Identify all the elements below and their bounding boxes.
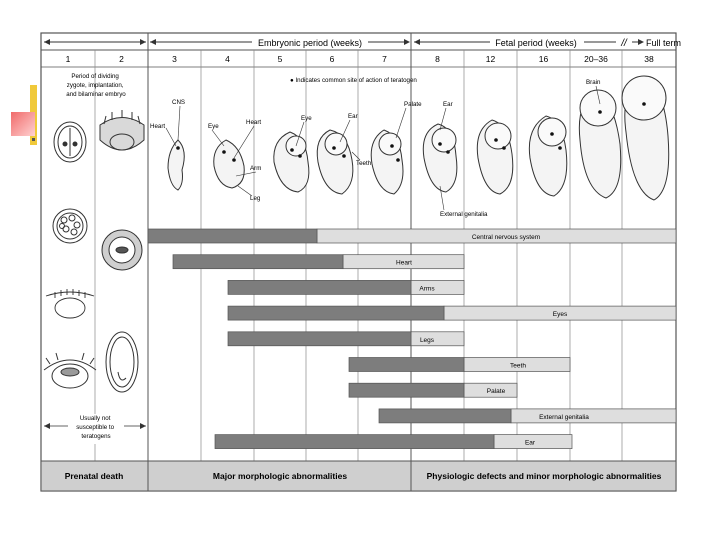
chorionic-sac-drawing xyxy=(102,230,142,270)
organ-label: Eyes xyxy=(552,311,568,319)
footer-prenatal-death: Prenatal death xyxy=(64,471,124,481)
label-ear-week8: Ear xyxy=(443,101,453,108)
teratogen-site-dot xyxy=(558,146,562,150)
teratogen-site-dot xyxy=(642,102,646,106)
not-susceptible-arrow-left-icon xyxy=(44,423,50,429)
week-label: 38 xyxy=(644,54,654,64)
week-label: 1 xyxy=(65,54,71,64)
organ-row xyxy=(349,383,517,397)
major-sensitivity-bar xyxy=(379,409,511,423)
major-sensitivity-bar xyxy=(349,383,464,397)
full-term-label: Full term xyxy=(646,38,682,48)
footer-minor-abnormalities: Physiologic defects and minor morphologic abnormalities xyxy=(426,471,662,481)
organ-row xyxy=(379,409,676,423)
footer-major-abnormalities: Major morphologic abnormalities xyxy=(212,471,348,481)
organ-label: Arms xyxy=(419,285,435,293)
week-label: 20–36 xyxy=(584,54,608,64)
label-palate: Palate xyxy=(404,101,422,108)
organ-row xyxy=(349,358,570,372)
organ-label: Teeth xyxy=(510,362,526,370)
label-brain: Brain xyxy=(586,79,601,86)
embryo-silhouette xyxy=(168,140,184,190)
teratogen-site-dot xyxy=(598,110,602,114)
embryo-head xyxy=(538,118,566,146)
teratogen-site-dot xyxy=(390,144,394,148)
major-sensitivity-bar xyxy=(215,435,494,449)
label-cns: CNS xyxy=(172,99,186,106)
implanting-blastocyst-drawing xyxy=(100,110,144,150)
week-label: 12 xyxy=(485,54,496,64)
teratogen-site-dot xyxy=(342,154,346,158)
label-external-genitalia: External genitalia xyxy=(440,211,488,218)
organ-label: Ear xyxy=(524,439,536,447)
major-sensitivity-bar xyxy=(228,306,444,320)
teratogen-site-dot xyxy=(502,146,506,150)
label-eye-week4: Eye xyxy=(208,123,219,130)
fetal-period-label: Fetal period (weeks) xyxy=(495,38,577,48)
organ-row xyxy=(228,332,464,346)
embryo-silhouette xyxy=(214,140,245,188)
prenatal-arrow-right-icon xyxy=(140,39,146,45)
implantation-drawing xyxy=(46,289,94,318)
organ-row xyxy=(215,435,572,449)
teratogen-site-dot xyxy=(298,154,302,158)
week-label: 6 xyxy=(329,54,335,64)
teratogen-site-dot xyxy=(494,138,498,142)
zygote-two-cell-drawing xyxy=(54,122,86,162)
bilaminar-embryo-drawing xyxy=(44,353,96,388)
embryo-head xyxy=(485,123,511,149)
label-heart-week3: Heart xyxy=(150,123,166,130)
organ-label: Central nervous system xyxy=(471,234,541,241)
sensitivity-bars xyxy=(148,229,676,449)
embryo-head xyxy=(325,133,347,155)
teratogen-site-dot xyxy=(332,146,336,150)
major-sensitivity-bar xyxy=(349,358,464,372)
period-of-dividing-note: Period of dividing zygote, implantation, and bilaminar embryo xyxy=(66,73,126,98)
full-term-arrow-icon xyxy=(638,39,644,45)
fetal-arrow-left-icon xyxy=(414,39,420,45)
minor-sensitivity-bar xyxy=(411,332,464,346)
week-label: 5 xyxy=(277,54,283,64)
embryo-head xyxy=(622,76,666,120)
embryonic-arrow-left-icon xyxy=(150,39,156,45)
teratogen-site-dot xyxy=(176,146,180,150)
major-sensitivity-bar xyxy=(173,255,343,269)
week-number-labels xyxy=(66,54,654,64)
major-sensitivity-bar xyxy=(228,280,411,294)
major-sensitivity-bar xyxy=(228,332,411,346)
teratogen-site-dot xyxy=(446,150,450,154)
organ-row xyxy=(228,306,676,320)
organ-row xyxy=(228,280,464,294)
week-label: 8 xyxy=(435,54,440,64)
not-susceptible-arrow-right-icon xyxy=(140,423,146,429)
prenatal-arrow-left-icon xyxy=(44,39,50,45)
time-break-mark: // xyxy=(621,38,627,49)
teratogen-site-dot xyxy=(290,148,294,152)
week-label: 3 xyxy=(172,54,177,64)
organ-label: Palate xyxy=(486,388,506,396)
teratogen-site-dot xyxy=(550,132,554,136)
amniotic-sac-drawing xyxy=(106,332,138,392)
embryo-head xyxy=(432,128,456,152)
embryo-fetus-drawings xyxy=(168,76,669,200)
week-label: 16 xyxy=(538,54,549,64)
minor-sensitivity-bar xyxy=(511,409,676,423)
teratogen-site-dot xyxy=(438,142,442,146)
label-arm: Arm xyxy=(250,165,262,172)
organ-label: Heart xyxy=(396,259,412,267)
label-ear-week6: Ear xyxy=(348,113,358,120)
week-label: 7 xyxy=(382,54,387,64)
label-leg: Leg xyxy=(250,195,261,202)
not-susceptible-note: Usually not susceptible to teratogens xyxy=(76,415,115,440)
organ-label: External genitalia xyxy=(539,413,589,421)
teratogen-site-dot xyxy=(396,158,400,162)
label-eye-week5: Eye xyxy=(301,115,312,122)
organ-label: Legs xyxy=(419,336,435,344)
week-label: 2 xyxy=(119,54,124,64)
morula-drawing xyxy=(53,209,87,243)
label-heart-week4: Heart xyxy=(246,119,262,126)
label-teeth: Teeth xyxy=(356,160,372,167)
teratogen-site-dot xyxy=(232,158,236,162)
embryonic-period-label: Embryonic period (weeks) xyxy=(257,38,363,48)
organ-row xyxy=(148,229,676,243)
teratogen-site-dot xyxy=(222,150,226,154)
major-sensitivity-bar xyxy=(148,229,317,243)
embryo-head xyxy=(379,133,401,155)
organ-row xyxy=(173,255,464,269)
embryonic-arrow-right-icon xyxy=(404,39,410,45)
week-label: 4 xyxy=(225,54,230,64)
common-site-note: ● Indicates common site of action of teratogen xyxy=(290,77,417,84)
